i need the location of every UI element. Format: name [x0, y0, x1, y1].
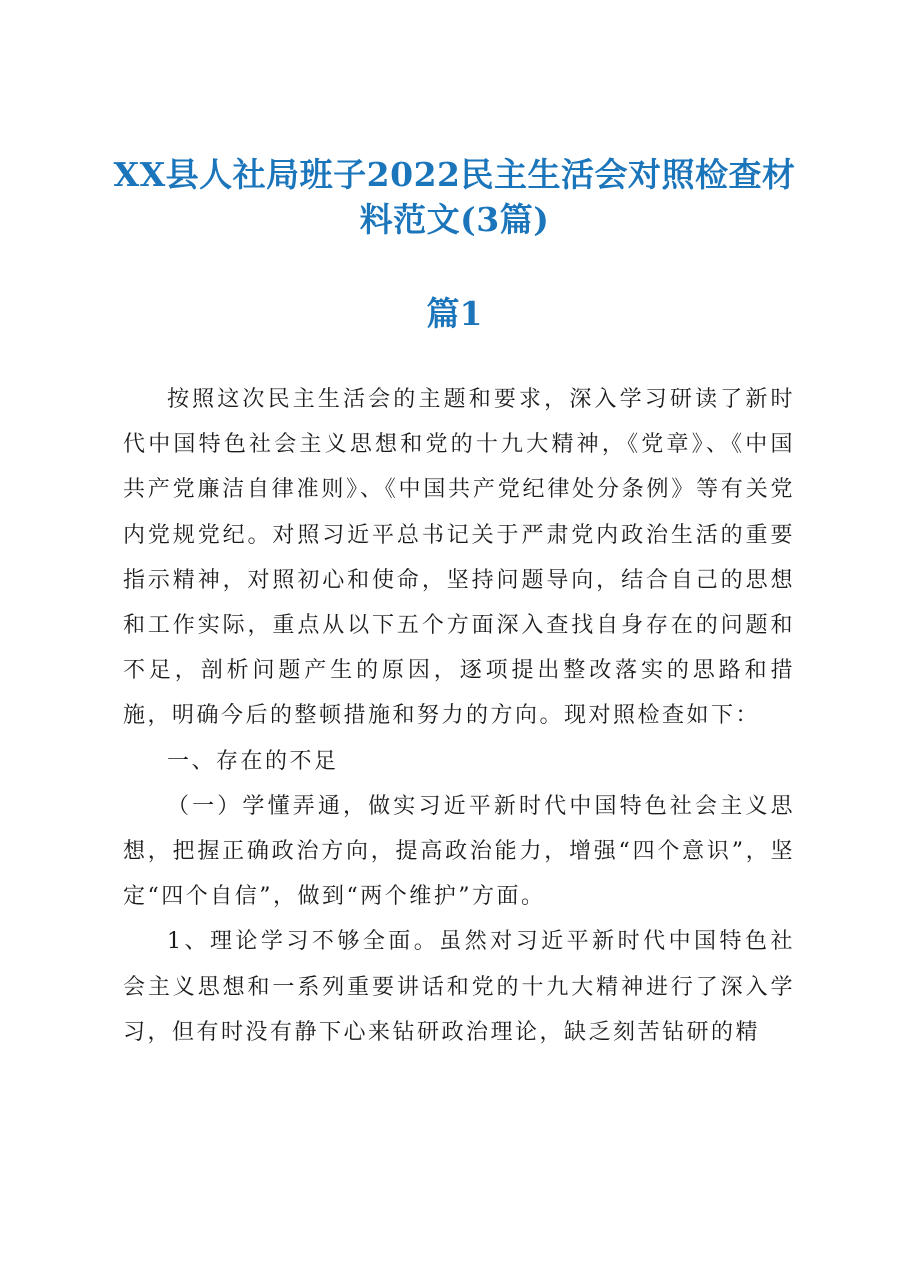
document-body	[123, 377, 795, 1055]
paragraph-subheading-one: （一）学懂弄通，做实习近平新时代中国特色社会主义思想，把握正确政治方向，提高政治能力，增强“四个意识”，坚定“四个自信”，做到“两个维护”方面。	[123, 793, 795, 910]
paragraph-intro: 按照这次民主生活会的主题和要求，深入学习研读了新时代中国特色社会主义思想和党的十九大精神，《党章》、《中国共产党廉洁自律准则》、《中国共产党纪律处分条例》等有关党内党规党纪。对照习近平总书记关于严肃党内政治生活的重要指示精神，对照初心和使命，坚持问题导向，结合自己的思想和工作实际，重点从以下五个方面深入查找自身存在的问题和不足，剖析问题产生的原因，逐项提出整改落实的思路和措施，明确今后的整顿措施和努力的方向。现对照检查如下：	[123, 387, 795, 729]
document-title: XX县人社局班子2022民主生活会对照检查材料范文(3篇)	[113, 155, 796, 239]
paragraph-heading-shortcomings: 一、存在的不足	[167, 748, 339, 774]
paragraph-item-one: 1、理论学习不够全面。虽然对习近平新时代中国特色社会主义思想和一系列重要讲话和党的十九大精神进行了深入学习，但有时没有静下心来钻研政治理论，缺乏刻苦钻研的精	[123, 929, 795, 1045]
section-heading: 篇1	[426, 294, 483, 333]
